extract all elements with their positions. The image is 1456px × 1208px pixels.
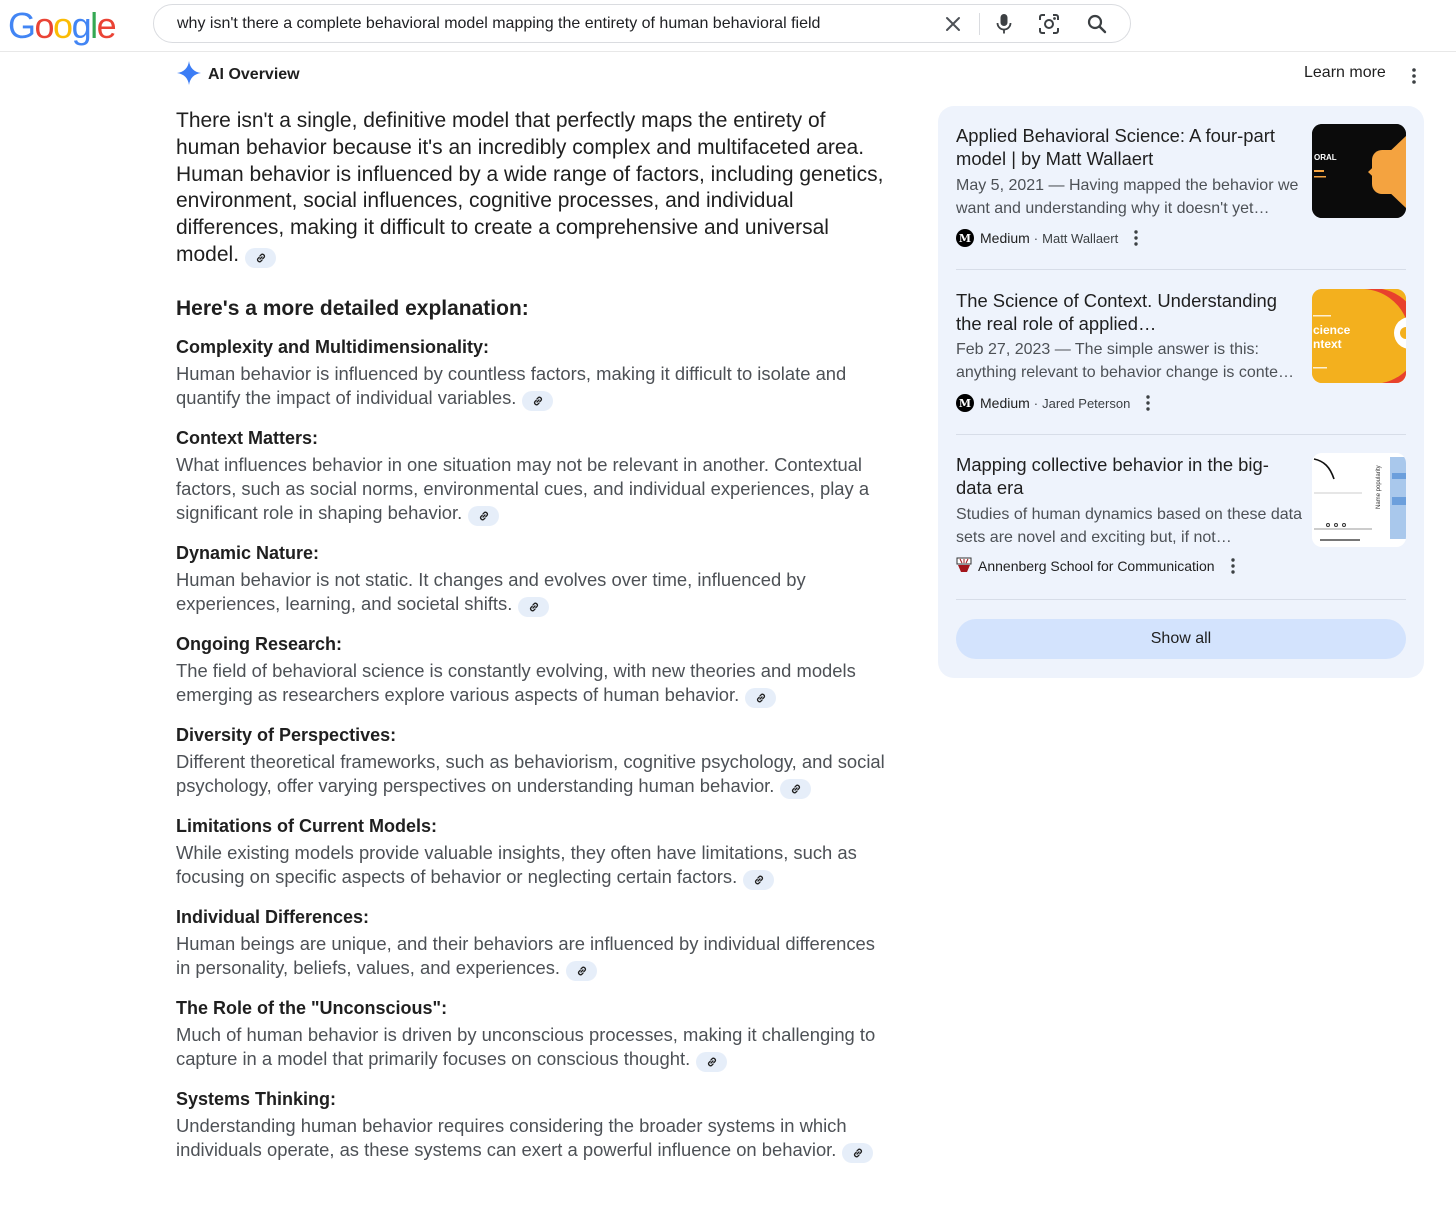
section-title: Context Matters: [176, 427, 319, 448]
section-body [176, 362, 891, 411]
source-author: Matt Wallaert [1042, 230, 1119, 246]
source-attribution [956, 228, 1142, 248]
detail-section [176, 426, 891, 526]
section-title: Complexity and Multidimensionality: [176, 336, 490, 357]
top-bar [0, 0, 1456, 52]
close-icon[interactable] [940, 11, 966, 37]
logo-letter: G [8, 5, 35, 46]
source-thumbnail[interactable] [1312, 289, 1406, 383]
card-divider [956, 434, 1406, 435]
svg-text:ntext: ntext [1313, 337, 1342, 351]
section-title: Ongoing Research: [176, 633, 343, 654]
logo-letter: g [71, 5, 91, 46]
source-thumbnail[interactable] [1312, 124, 1406, 218]
section-body [176, 453, 891, 526]
citation-link-icon[interactable] [566, 961, 597, 981]
source-title[interactable]: Mapping collective behavior in the big-data era [956, 454, 1269, 498]
lens-icon[interactable] [1036, 11, 1062, 37]
source-snippet: Studies of human dynamics based on these data sets are novel and exciting but, if not… [956, 506, 1302, 546]
search-input[interactable]: why isn't there a complete behavioral model mapping the entirety of human behavioral field [177, 15, 821, 32]
medium-logo-icon: M [956, 229, 974, 247]
sources-panel [938, 106, 1424, 678]
source-separator: · [1033, 395, 1039, 411]
source-more-icon[interactable] [1130, 228, 1142, 248]
annenberg-logo-icon [956, 557, 972, 576]
citation-link-icon[interactable] [522, 391, 553, 411]
logo-letter: l [90, 5, 97, 46]
citation-link-icon[interactable] [743, 870, 774, 890]
thumbnail-text: Name popularity [1376, 465, 1382, 509]
citation-link-icon[interactable] [842, 1143, 873, 1163]
thumbnail-text: ORAL [1314, 153, 1337, 162]
source-snippet: May 5, 2021 — Having mapped the behavior we want and understanding why it doesn't yet… [956, 177, 1299, 217]
medium-logo-icon: M [956, 394, 974, 412]
ai-overview-header [176, 60, 300, 90]
detail-sections [176, 335, 891, 1163]
section-body [176, 841, 891, 890]
source-name: Annenberg School for Communication [978, 558, 1215, 574]
source-more-icon[interactable] [1142, 393, 1154, 413]
source-card[interactable] [956, 289, 1406, 419]
citation-link-icon[interactable] [696, 1052, 727, 1072]
detail-section [176, 541, 891, 617]
section-text: Different theoretical frameworks, such as behaviorism, cognitive psychology, and social psychology, offer varying perspectives on understanding human behavior. [176, 750, 885, 796]
section-body [176, 932, 891, 981]
source-separator: · [1033, 230, 1039, 246]
citation-link-icon[interactable] [745, 688, 776, 708]
detail-section [176, 996, 891, 1072]
search-bar[interactable] [153, 4, 1131, 43]
section-title: Dynamic Nature: [176, 542, 320, 563]
intro-text: There isn't a single, definitive model that perfectly maps the entirety of human behavior because it's an incredibly complex and multifaceted area. Human behavior is influenced by a wide range of factors, including genetics, environment, social influences, cognitive processes, and individual differences, making it difficult to create a comprehensive and universal model. [176, 109, 884, 266]
detail-heading: Here's a more detailed explanation: [176, 296, 529, 320]
section-title: Systems Thinking: [176, 1088, 337, 1109]
section-text: Human beings are unique, and their behaviors are influenced by individual differences in personality, beliefs, values, and experiences. [176, 932, 875, 978]
source-attribution [956, 556, 1239, 576]
section-title: Diversity of Perspectives: [176, 724, 397, 745]
detail-section [176, 1087, 891, 1163]
svg-text:cience: cience [1313, 323, 1351, 337]
detail-section [176, 632, 891, 708]
section-text: The field of behavioral science is constantly evolving, with new theories and models emerging as researchers explore various aspects of human behavior. [176, 659, 856, 705]
section-title: The Role of the "Unconscious": [176, 997, 448, 1018]
sparkle-icon [176, 60, 202, 91]
section-text: While existing models provide valuable insights, they often have limitations, such as focusing on specific aspects of behavior or neglecting certain factors. [176, 841, 857, 887]
section-text: Much of human behavior is driven by unconscious processes, making it challenging to capture in a model that primarily focuses on conscious thought. [176, 1023, 876, 1069]
search-divider [979, 13, 980, 35]
section-body [176, 1023, 891, 1072]
source-attribution [956, 393, 1154, 413]
ai-overview-content [176, 108, 891, 1163]
detail-section [176, 335, 891, 411]
citation-link-icon[interactable] [245, 248, 276, 268]
logo-letter: o [34, 5, 54, 46]
source-title[interactable]: Applied Behavioral Science: A four-part model | by Matt Wallaert [956, 125, 1275, 169]
more-options-icon[interactable] [1404, 64, 1424, 88]
detail-section [176, 723, 891, 799]
source-card[interactable] [956, 124, 1406, 254]
section-body [176, 1114, 891, 1163]
source-title[interactable]: The Science of Context. Understanding the real role of applied… [956, 290, 1278, 334]
citation-link-icon[interactable] [780, 779, 811, 799]
section-title: Limitations of Current Models: [176, 815, 437, 836]
source-name: Medium [980, 395, 1030, 411]
source-card[interactable] [956, 453, 1406, 583]
card-divider [956, 269, 1406, 270]
learn-more-link[interactable]: Learn more [1304, 64, 1386, 81]
citation-link-icon[interactable] [468, 506, 499, 526]
microphone-icon[interactable] [991, 11, 1017, 37]
source-name: Medium [980, 230, 1030, 246]
source-more-icon[interactable] [1227, 556, 1239, 576]
section-text: Human behavior is influenced by countless factors, making it difficult to isolate and quantify the impact of individual variables. [176, 362, 847, 408]
logo-letter: o [53, 5, 72, 46]
show-all-button[interactable]: Show all [956, 619, 1406, 659]
section-text: Human behavior is not static. It changes and evolves over time, influenced by experiences, learning, and societal shifts. [176, 568, 806, 614]
source-thumbnail[interactable] [1312, 453, 1406, 547]
section-body [176, 659, 891, 708]
section-title: Individual Differences: [176, 906, 370, 927]
logo-letter: e [96, 5, 116, 46]
detail-section [176, 814, 891, 890]
section-text: What influences behavior in one situation may not be relevant in another. Contextual factors, such as social norms, environmental cues, and individual experiences, play a significant role in shaping behavior. [176, 453, 870, 523]
card-divider [956, 599, 1406, 600]
section-text: Understanding human behavior requires considering the broader systems in which individuals operate, as these systems can exert a powerful influence on behavior. [176, 1114, 847, 1160]
intro-paragraph [176, 108, 891, 269]
search-icon[interactable] [1084, 11, 1110, 37]
google-logo[interactable] [8, 6, 115, 46]
ai-overview-label: AI Overview [208, 66, 300, 83]
source-author: Jared Peterson [1042, 395, 1131, 411]
section-body [176, 568, 891, 617]
section-body [176, 750, 891, 799]
detail-section [176, 905, 891, 981]
citation-link-icon[interactable] [518, 597, 549, 617]
source-snippet: Feb 27, 2023 — The simple answer is this: anything relevant to behavior change is conte… [956, 341, 1294, 381]
